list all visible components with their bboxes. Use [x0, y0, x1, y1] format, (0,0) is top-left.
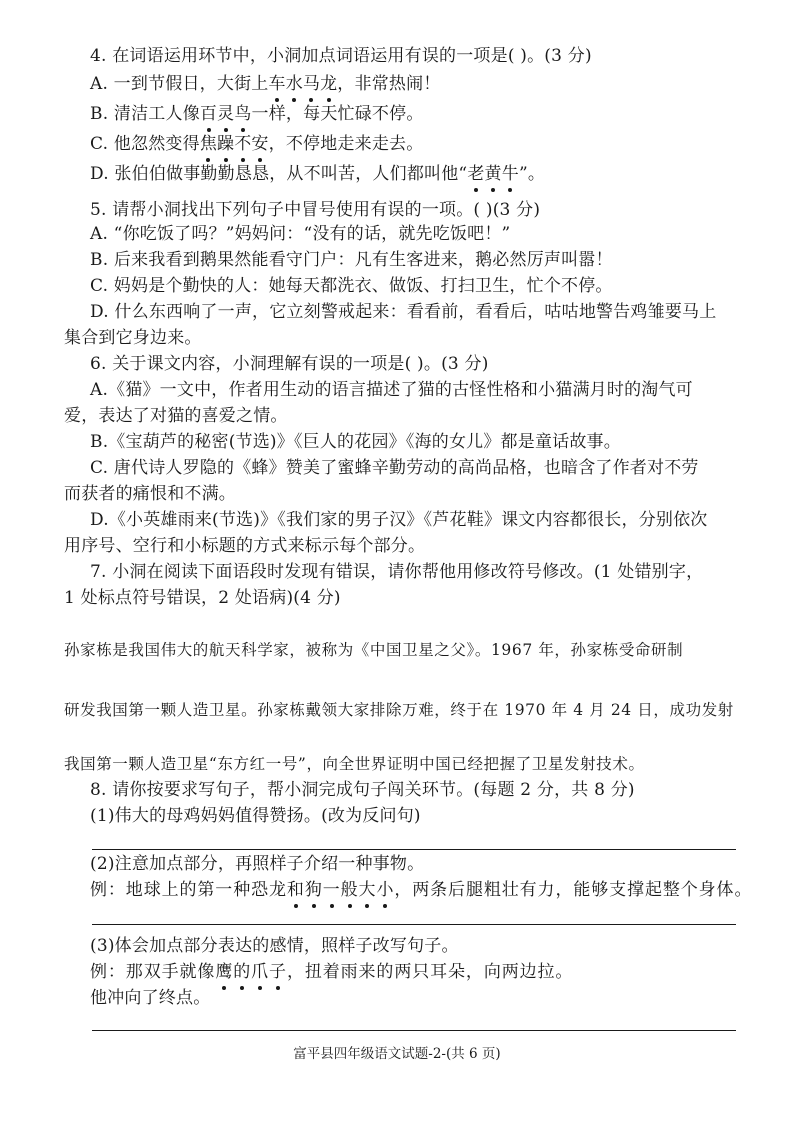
q8-sub2: (2)注意加点部分，再照样子介绍一种事物。	[90, 854, 425, 874]
q5-stem: 5. 请帮小洞找出下列句子中冒号使用有误的一项。( )(3 分)	[90, 200, 541, 220]
q4-option-b	[90, 102, 424, 126]
q7-passage-line3: 我国第一颗人造卫星“东方红一号”，向全世界证明中国已经把握了卫星发射技术。	[64, 755, 645, 773]
dotted-char: 般	[340, 880, 359, 900]
q5-option-a: A. “你吃饭了吗？”妈妈问：“没有的话，就先吃饭吧！”	[90, 224, 511, 244]
q4-stem: 4. 在词语运用环节中，小洞加点词语运用有误的一项是( )。(3 分)	[90, 46, 592, 66]
q5-option-d-line1: D. 什么东西响了一声，它立刻警戒起来：看看前，看看后，咕咕地警告鸡雏要马上	[90, 302, 717, 322]
q4-option-d	[90, 162, 545, 186]
q8-stem: 8. 请你按要求写句子，帮小洞完成句子闯关环节。(每题 2 分，共 8 分)	[90, 780, 635, 800]
q4-option-a	[90, 72, 441, 96]
q6-stem: 6. 关于课文内容，小洞理解有误的一项是( )。(3 分)	[90, 354, 489, 374]
dotted-char: 躁	[217, 134, 235, 154]
q5-option-b: B. 后来我看到鹅果然能看守门户：凡有生客进来，鹅必然厉声叫嚣！	[90, 250, 613, 270]
example-text: 例：地球上的第一种恐龙	[90, 880, 287, 900]
q6-option-c-line1: C. 唐代诗人罗隐的《蜂》赞美了蜜蜂辛勤劳动的高尚品格，也暗含了作者对不劳	[90, 458, 699, 478]
dotted-char: 的	[233, 962, 252, 982]
dotted-char: 爪	[251, 962, 270, 982]
dotted-char: 不	[234, 134, 252, 154]
q6-option-a-line2: 爱，表达了对猫的喜爱之情。	[64, 406, 288, 426]
q5-option-c: C. 妈妈是个勤快的人：她每天都洗衣、做饭、打扫卫生，忙个不停。	[90, 276, 613, 296]
answer-line[interactable]	[92, 849, 736, 850]
dotted-char: 安	[251, 134, 269, 154]
q6-option-d-line2: 用序号、空行和小标题的方式来标示每个部分。	[64, 536, 426, 556]
dotted-char: 小	[376, 880, 395, 900]
dotted-char: 狗	[304, 880, 323, 900]
q4-a-text-end: ，非常热闹！	[337, 74, 441, 94]
q7-stem-line1: 7. 小洞在阅读下面语段时发现有错误，请你帮他用修改符号修改。(1 处错别字，	[90, 562, 704, 582]
q4-d-text-end: ”。	[518, 164, 546, 184]
q7-passage-line2: 研发我国第一颗人造卫星。孙家栋戴领大家排除万难，终于在 1970 年 4 月 24 日，成功发射	[64, 701, 734, 719]
dotted-char: 龙	[320, 74, 338, 94]
dotted-char: 鹰	[215, 962, 234, 982]
dotted-char: 大	[358, 880, 377, 900]
answer-line[interactable]	[92, 924, 736, 925]
dotted-char: 马	[302, 74, 321, 94]
q6-option-c-line2: 而获者的痛恨和不满。	[64, 484, 236, 504]
q4-d-text: D. 张伯伯做事勤勤恳恳，从不叫苦，人们都叫他“	[90, 164, 468, 184]
q8-sub3: (3)体会加点部分表达的感情，照样子改写句子。	[90, 936, 459, 956]
answer-line[interactable]	[92, 1030, 736, 1031]
q8-sub3-sentence: 他冲向了终点。	[90, 988, 211, 1008]
q4-b-text-end: 一样，每天忙碌不停。	[251, 104, 424, 124]
q7-passage-line1: 孙家栋是我国伟大的航天科学家，被称为《中国卫星之父》。1967 年，孙家栋受命研制	[64, 641, 684, 659]
dotted-char: 焦	[199, 134, 218, 154]
q8-sub1: (1)伟大的母鸡妈妈值得赞扬。(改为反问句)	[90, 806, 421, 826]
dotted-char: 黄	[484, 164, 502, 184]
q4-c-text-end: ，不停地走来走去。	[268, 134, 424, 154]
dotted-char: 百	[199, 104, 218, 124]
q4-b-text: B. 清洁工人像	[90, 104, 200, 124]
q5-option-d-line2: 集合到它身边来。	[64, 328, 202, 348]
dotted-char: 老	[467, 164, 485, 184]
dotted-char: 一	[322, 880, 341, 900]
dotted-char: 和	[286, 880, 305, 900]
example-text-end: ，两条后腿粗壮有力，能够支撑起整个身体。	[394, 880, 753, 900]
dotted-char: 鸟	[234, 104, 252, 124]
q4-option-c	[90, 132, 423, 156]
q7-stem-line2: 1 处标点符号错误，2 处语病)(4 分)	[64, 588, 341, 608]
page-footer: 富平县四年级语文试题-2-(共 6 页)	[293, 1046, 501, 1062]
example-text: 例：那双手就像	[90, 962, 216, 982]
q8-sub3-example	[90, 960, 573, 984]
q6-option-b: B.《宝葫芦的秘密(节选)》《巨人的花园》《海的女儿》都是童话故事。	[90, 432, 621, 452]
q8-sub2-example	[90, 878, 752, 902]
q6-option-d-line1: D.《小英雄雨来(节选)》《我们家的男子汉》《芦花鞋》课文内容都很长，分别依次	[90, 510, 708, 530]
dotted-char: 牛	[501, 164, 519, 184]
dotted-char: 灵	[217, 104, 235, 124]
dotted-char: 子	[269, 962, 287, 982]
q4-c-text: C. 他忽然变得	[90, 134, 200, 154]
q6-option-a-line1: A.《猫》一文中，作者用生动的语言描述了猫的古怪性格和小猫满月时的淘气可	[90, 380, 693, 400]
dotted-char: 水	[285, 74, 303, 94]
dotted-char: 车	[268, 74, 286, 94]
q4-a-text: A. 一到节假日，大街上	[90, 74, 269, 94]
example-text-end: ，扭着雨来的两只耳朵，向两边拉。	[286, 962, 574, 982]
